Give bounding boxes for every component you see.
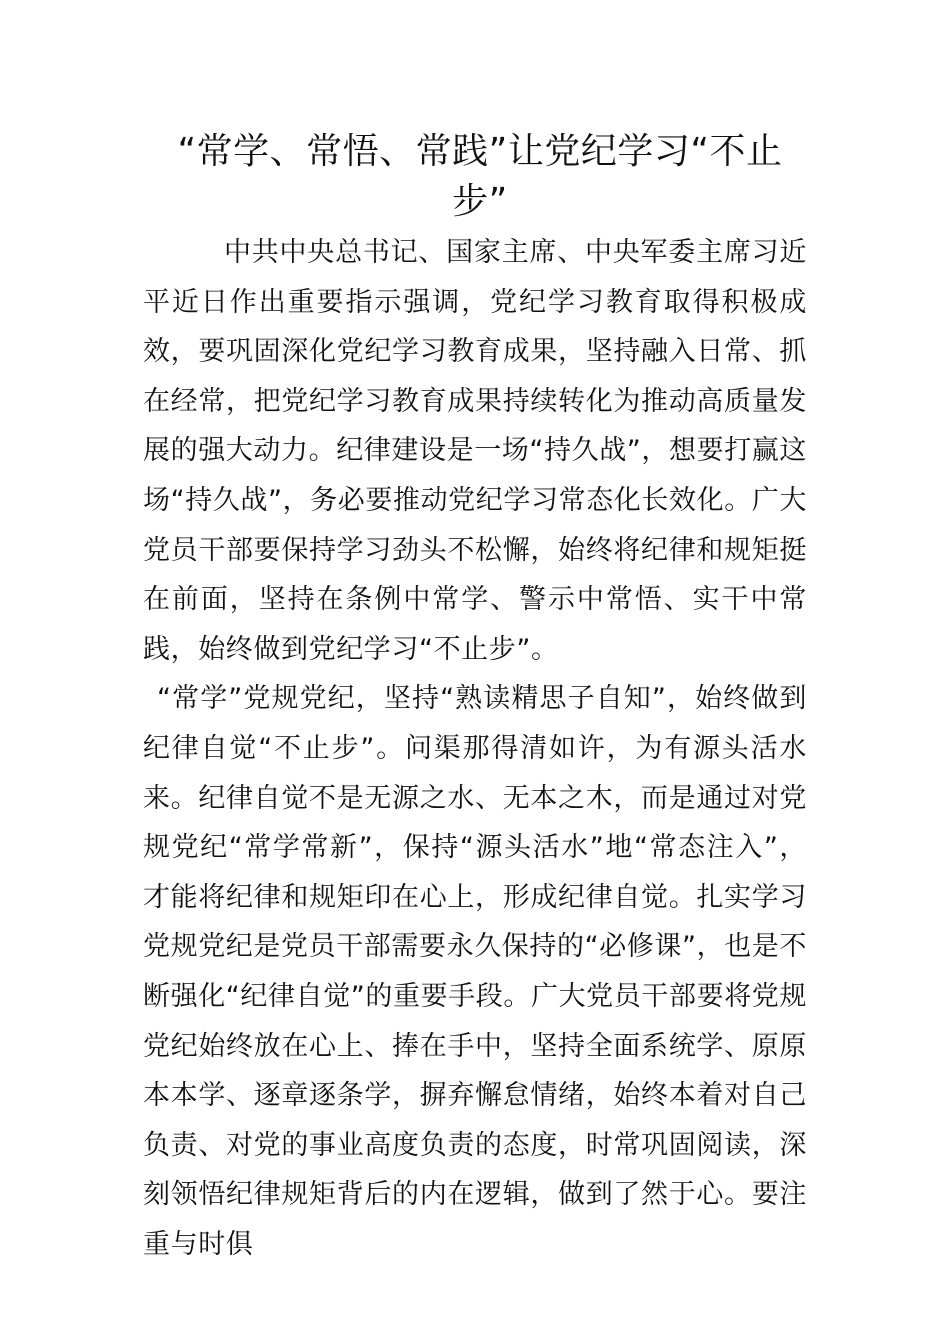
document-title: “常学、常悟、常践”让党纪学习“不止步” (177, 131, 783, 222)
paragraph-changxue: “常学”党规党纪，坚持“熟读精思子自知”，始终做到纪律自觉“不止步”。问渠那得清如许，为有源头活水来。纪律自觉不是无源之水、无本之木，而是通过对党规党纪“常学常新”，保持“源头活水”地“常态注入”，才能将纪律和规矩印在心上，形成纪律自觉。扎实学习党规党纪是党员干部需要永久保持的“必修课”，也是不断强化“纪律自觉”的重要手段。广大党员干部要将党规党纪始终放在心上、捧在手中，坚持全面系统学、原原本本学、逐章逐条学，摒弃懈怠情绪，始终本着对自己负责、对党的事业高度负责的态度，时常巩固阅读，深刻领悟纪律规矩背后的内在逻辑，做到了然于心。要注重与时俱 (143, 683, 807, 1260)
document-body (143, 228, 807, 1269)
paragraph-intro: 中共中央总书记、国家主席、中央军委主席习近平近日作出重要指示强调，党纪学习教育取得积极成效，要巩固深化党纪学习教育成果，坚持融入日常、抓在经常，把党纪学习教育成果持续转化为推动高质量发展的强大动力。纪律建设是一场“持久战”，想要打赢这场“持久战”，务必要推动党纪学习常态化长效化。广大党员干部要保持学习劲头不松懈，始终将纪律和规矩挺在前面，坚持在条例中常学、警示中常悟、实干中常践，始终做到党纪学习“不止步”。 (143, 237, 807, 665)
